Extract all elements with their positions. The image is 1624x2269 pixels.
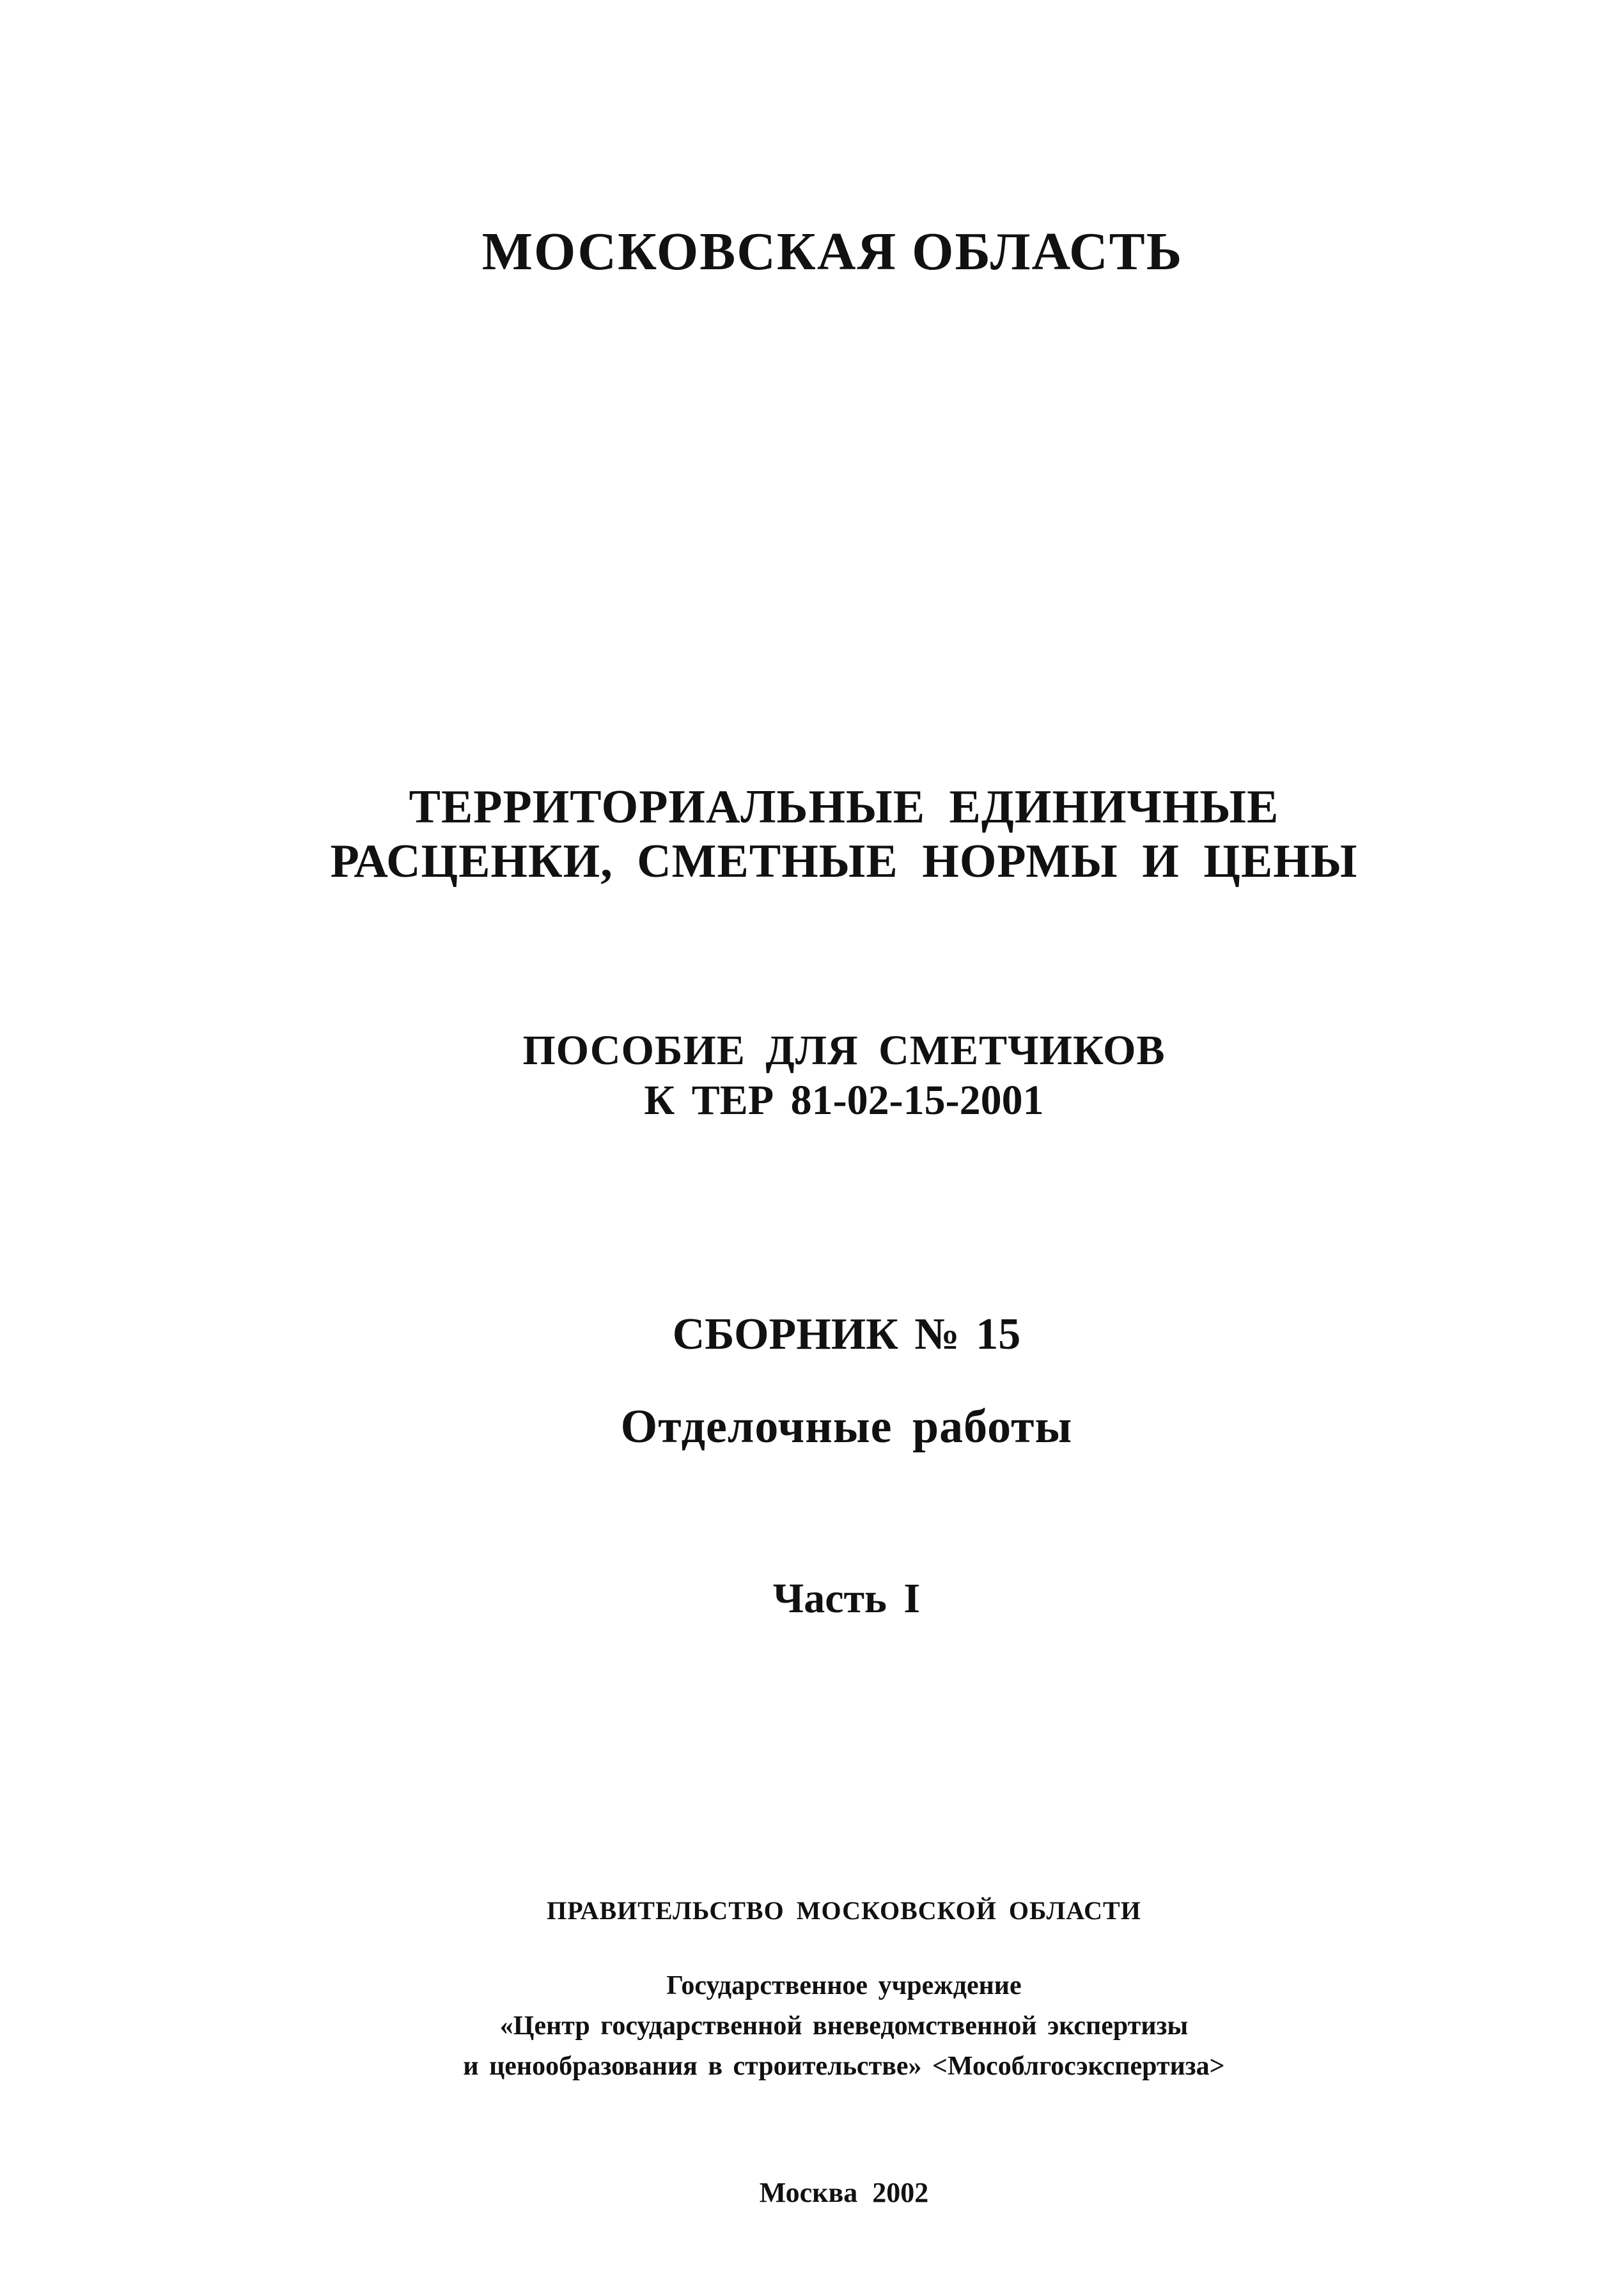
subtitle-line: ПОСОБИЕ ДЛЯ СМЕТЧИКОВ bbox=[522, 1027, 1166, 1074]
publisher-institution-line: и ценообразования в строительстве» <Мособлгосэкспертиза> bbox=[463, 2052, 1225, 2081]
collection-name: Отделочные работы bbox=[620, 1401, 1073, 1453]
main-title-line: ТЕРРИТОРИАЛЬНЫЕ ЕДИНИЧНЫЕ bbox=[409, 781, 1279, 833]
region-title: МОСКОВСКАЯ ОБЛАСТЬ bbox=[481, 222, 1183, 281]
collection-number: СБОРНИК № 15 bbox=[672, 1310, 1021, 1359]
publisher-institution-line: «Центр государственной вневедомственной экспертизы bbox=[499, 2011, 1189, 2041]
main-title-line: РАСЦЕНКИ, СМЕТНЫЕ НОРМЫ И ЦЕНЫ bbox=[330, 835, 1358, 888]
publisher-institution-line: Государственное учреждение bbox=[666, 1971, 1022, 2000]
part-label: Часть I bbox=[772, 1575, 921, 1622]
imprint: Москва 2002 bbox=[759, 2177, 929, 2208]
publisher-government: ПРАВИТЕЛЬСТВО МОСКОВСКОЙ ОБЛАСТИ bbox=[547, 1896, 1141, 1925]
subtitle-line: К ТЕР 81-02-15-2001 bbox=[644, 1077, 1044, 1124]
